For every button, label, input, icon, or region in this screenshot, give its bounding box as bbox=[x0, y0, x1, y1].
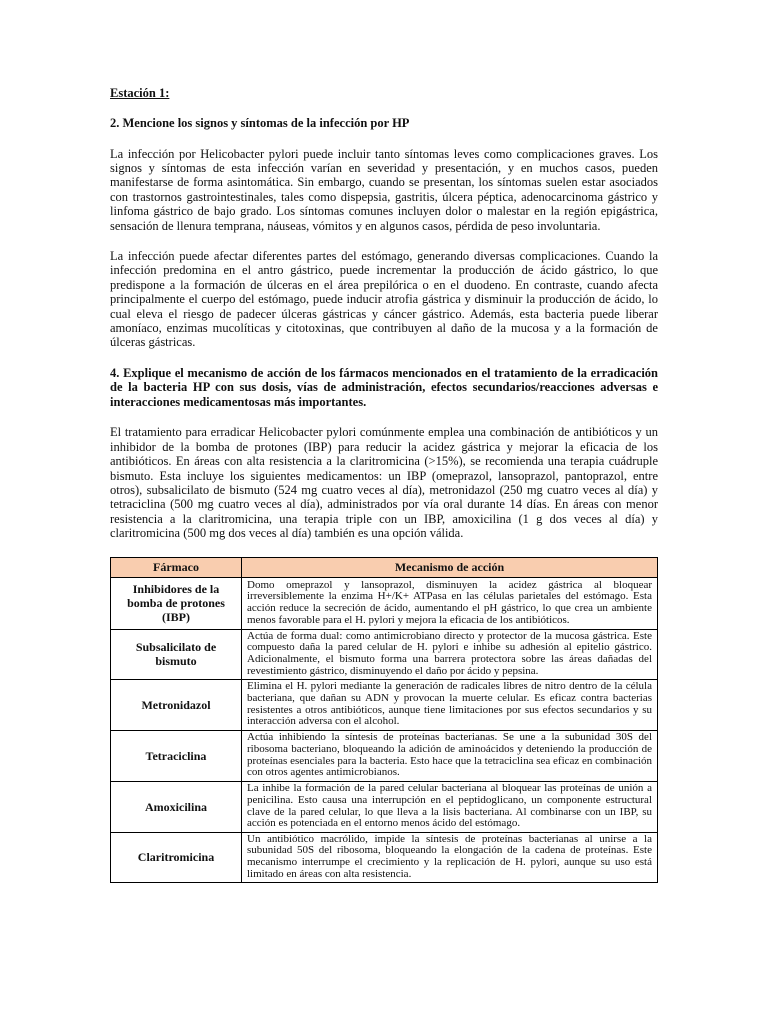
drug-name-metronidazol: Metronidazol bbox=[111, 679, 242, 730]
question-2-paragraph-2: La infección puede afectar diferentes partes del estómago, generando diversas complicaciones. Cuando la infección predomina en el antro gástrico, puede incrementar la producción de ácido gástrico, lo que predispone a la formación de úlceras en el área prepilórica o en el duodeno. En contraste, cuando afecta principalmente el cuerpo del estómago, puede inducir atrofia gástrica y disminuir la producción de ácido, lo cual eleva el riesgo de padecer úlceras gástricas y cáncer gástrico. Además, esta bacteria puede liberar amoníaco, enzimas mucolíticas y citotoxinas, que contribuyen al daño de la mucosa y a la formación de úlceras gástricas. bbox=[110, 248, 658, 350]
mechanism-amoxicilina: La inhibe la formación de la pared celular bacteriana al bloquear las proteínas de unión a penicilina. Esto causa una interrupción en el peptidoglicano, un componente estructural clave de la pared celular, lo que lleva a la lisis bacteriana. Al combinarse con un IBP, su acción es potenciada en el entorno menos ácido del estómago. bbox=[242, 781, 658, 832]
question-4-title: 4. Explique el mecanismo de acción de los fármacos mencionados en el tratamiento de la erradicación de la bacteria HP con sus dosis, vías de administración, efectos secundarios/reacciones adversas e interacciones medicamentosas más importantes. bbox=[110, 365, 658, 409]
table-row bbox=[111, 832, 658, 882]
header-drug: Fármaco bbox=[111, 557, 242, 577]
table-row bbox=[111, 781, 658, 832]
drug-name-bismuto: Subsalicilato de bismuto bbox=[111, 629, 242, 679]
question-2-title: 2. Mencione los signos y síntomas de la infección por HP bbox=[110, 116, 410, 130]
table-header-row bbox=[111, 557, 658, 577]
drug-mechanism-table bbox=[110, 557, 658, 883]
mechanism-claritromicina: Un antibiótico macrólido, impide la síntesis de proteínas bacterianas al unirse a la subunidad 50S del ribosoma, bloqueando la elongación de la cadena de proteínas. Este mecanismo interrumpe el crecimiento y la replicación de H. pylori, aunque su uso está limitado en áreas con alta resistencia. bbox=[242, 832, 658, 882]
drug-name-tetraciclina: Tetraciclina bbox=[111, 730, 242, 781]
drug-name-claritromicina: Claritromicina bbox=[111, 832, 242, 882]
mechanism-bismuto: Actúa de forma dual: como antimicrobiano directo y protector de la mucosa gástrica. Este compuesto daña la pared celular de H. pylori e inhibe su adhesión al epitelio gástrico. Adicionalmente, el bismuto forma una barrera protectora sobre las áreas dañadas del revestimiento gástrico, disminuyendo el daño por ácido y pepsina. bbox=[242, 629, 658, 679]
drug-name-amoxicilina: Amoxicilina bbox=[111, 781, 242, 832]
document-content bbox=[110, 86, 658, 883]
table-row bbox=[111, 577, 658, 629]
mechanism-ibp: Domo omeprazol y lansoprazol, disminuyen la acidez gástrica al bloquear irreversiblemente la enzima H+/K+ ATPasa en las células parietales del estómago. Esta acción reduce la secreción de ácido, aumentando el pH gástrico, lo que crea un ambiente menos favorable para el H. pylori y mejora la eficacia de los antibióticos. bbox=[242, 577, 658, 629]
table-row bbox=[111, 730, 658, 781]
table-row bbox=[111, 629, 658, 679]
question-4-paragraph: El tratamiento para erradicar Helicobacter pylori comúnmente emplea una combinación de antibióticos y un inhibidor de la bomba de protones (IBP) para reducir la acidez gástrica y mejorar la eficacia de los antibióticos. En áreas con alta resistencia a la claritromicina (>15%), se recomienda una terapia cuádruple bismuto. Esta incluye los siguientes medicamentos: un IBP (omeprazol, lansoprazol, pantoprazol, entre otros), subsalicilato de bismuto (524 mg cuatro veces al día), metronidazol (250 mg cuatro veces al día) y tetraciclina (500 mg cuatro veces al día), administrados por vía oral durante 14 días. En áreas con menor resistencia a la claritromicina, una terapia triple con un IBP, amoxicilina (1 g dos veces al día) y claritromicina (500 mg dos veces al día) también es una opción válida. bbox=[110, 425, 658, 541]
mechanism-tetraciclina: Actúa inhibiendo la síntesis de proteínas bacterianas. Se une a la subunidad 30S del ribosoma bacteriano, bloqueando la adición de aminoácidos y deteniendo la producción de proteínas esenciales para la bacteria. Esto hace que la tetraciclina sea eficaz en combinación con otros agentes antimicrobianos. bbox=[242, 730, 658, 781]
header-mechanism: Mecanismo de acción bbox=[242, 557, 658, 577]
table-row bbox=[111, 679, 658, 730]
drug-name-ibp: Inhibidores de la bomba de protones (IBP) bbox=[111, 577, 242, 629]
question-2-paragraph-1: La infección por Helicobacter pylori puede incluir tanto síntomas leves como complicaciones graves. Los signos y síntomas de esta infección varían en severidad y presentación, y en muchos casos, pueden manifestarse de forma asintomática. Sin embargo, cuando se presentan, los síntomas suelen estar asociados con trastornos gastrointestinales, tales como dispepsia, gastritis, úlcera péptica, adenocarcinoma gástrico y linfoma gástrico de bajo grado. Los síntomas comunes incluyen dolor o malestar en la región epigástrica, sensación de llenura temprana, náuseas, vómitos y en algunos casos, pérdida de peso involuntaria. bbox=[110, 146, 658, 233]
station-title: Estación 1: bbox=[110, 86, 170, 100]
mechanism-metronidazol: Elimina el H. pylori mediante la generación de radicales libres de nitro dentro de la célula bacteriana, que dañan su ADN y provocan la muerte celular. Es eficaz contra bacterias resistentes a otros antibióticos, aunque tiene limitaciones por sus efectos secundarios y su interacción adversa con el alcohol. bbox=[242, 679, 658, 730]
